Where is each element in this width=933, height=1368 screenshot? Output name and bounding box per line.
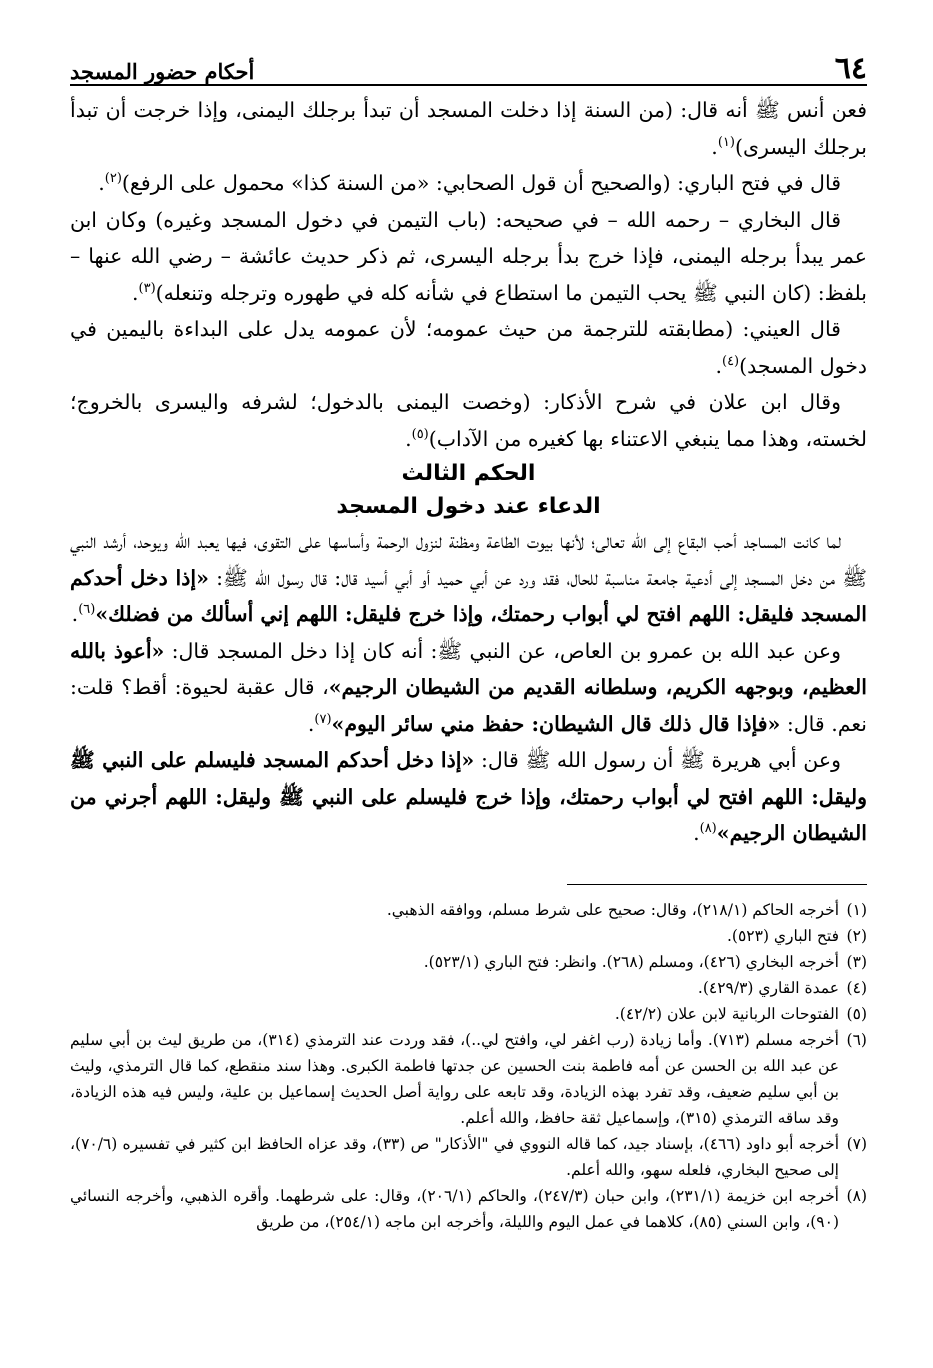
page-number: ٦٤ xyxy=(834,51,867,86)
paragraph-7-mid: ، قال عقبة لحيوة: أقط؟ قلت: نعم. قال: xyxy=(70,675,867,736)
paragraph-2-end: . xyxy=(98,171,105,195)
main-text xyxy=(70,92,867,852)
footnote-3 xyxy=(70,949,867,975)
section-heading: الحكم الثالث xyxy=(401,461,536,486)
footnote-ref-4: (٤) xyxy=(721,353,740,369)
footnote-6 xyxy=(70,1027,867,1131)
footnote-text: أخرجه أبو داود (٤٦٦)، بإسناد جيد، كما قاله النووي في "الأذكار" ص (٣٣)، وقد عزاه الحافظ ابن كثير في تفسيره (٧٠/٦)، إلى صحيح البخاري، فلعله سهو، والله أعلم. xyxy=(70,1134,840,1179)
footnote-ref-8: (٨) xyxy=(699,821,717,837)
footnote-8 xyxy=(70,1183,867,1235)
section-subheading: الدعاء عند دخول المسجد xyxy=(336,494,601,519)
footnote-ref-1: (١) xyxy=(717,134,735,150)
hadith-quote-2: «أعوذ بالله العظيم، وبوجهه الكريم، وسلطانه القديم من الشيطان الرجيم» xyxy=(70,638,867,699)
footnote-number: (٤) xyxy=(846,978,867,997)
paragraph-5 xyxy=(70,384,867,457)
paragraph-6-end: . xyxy=(71,602,79,626)
paragraph-1-text: فعن أنس ﷺ أنه قال: (من السنة إذا دخلت المسجد أن تبدأ برجلك اليمنى، وإذا خرجت أن تبدأ برجلك اليسرى) xyxy=(70,98,867,159)
footnote-text: أخرجه ابن خزيمة (٢٣١/١)، وابن حبان (٢٤٧/٣)، والحاكم (٢٠٦/١)، وقال: على شرطهما. وأقره الذهبي، وأخرجه النسائي (٩٠)، وابن السني (٨٥)، كلاهما في عمل اليوم والليلة، وأخرجه ابن ماجه (٢٥٤/١)، من طريق xyxy=(70,1186,839,1231)
footnote-ref-6: (٦) xyxy=(78,602,96,618)
footnote-separator xyxy=(567,884,867,885)
paragraph-8-end: . xyxy=(693,821,700,845)
footnote-number: (٢) xyxy=(846,926,867,945)
paragraph-7 xyxy=(70,633,867,743)
paragraph-4-text: قال العيني: (مطابقته للترجمة من حيث عمومه؛ لأن عمومه يدل على البداءة باليمين في دخول المسجد) xyxy=(70,317,867,378)
paragraph-2-text: قال في فتح الباري: (والصحيح أن قول الصحابي: «من السنة كذا» محمول على الرفع) xyxy=(121,171,841,195)
footnote-text: أخرجه مسلم (٧١٣). وأما زيادة (رب اغفر لي، وافتح لي..)، فقد وردت عند الترمذي (٣١٤)، من طريق ليث بن أبي سليم عن عبد الله بن الحسن عن أمه فاطمة بنت الحسين عن جدتها فاطمة الكبرى. وهذا سند منقطع، كما قال الترمذي، وليث بن أبي سليم ضعيف، وقد تفرد بهذه الزيادة، وقد تابعه على رواية أصل الحديث إسماعيل بن علية، وليس فيه هذه الزيادة، وقد ساقه الترمذي (٣١٥)، وإسماعيل ثقة حافظ، والله أعلم. xyxy=(70,1030,839,1127)
footnote-ref-5: (٥) xyxy=(411,426,429,442)
paragraph-3 xyxy=(70,202,867,312)
paragraph-8-text: وعن أبي هريرة ﷺ أن رسول الله ﷺ قال: xyxy=(480,748,841,772)
paragraph-5-end: . xyxy=(405,426,412,451)
paragraph-3-end: . xyxy=(131,280,139,305)
footnote-number: (٦) xyxy=(846,1030,867,1049)
paragraph-7-end: . xyxy=(307,711,315,736)
footnote-7 xyxy=(70,1131,867,1183)
hadith-quote-1: «إذا دخل أحدكم المسجد فليقل: اللهم افتح لي أبواب رحمتك، وإذا خرج فليقل: اللهم إني أسألك من فضلك» xyxy=(70,565,867,626)
paragraph-1-end: . xyxy=(711,134,718,159)
paragraph-1 xyxy=(70,92,867,165)
hadith-quote-3: «فإذا قال ذلك قال الشيطان: حفظ مني سائر اليوم» xyxy=(331,711,781,736)
footnote-ref-7: (٧) xyxy=(314,711,332,727)
running-header xyxy=(70,0,867,86)
footnote-text: أخرجه البخاري (٤٢٦)، ومسلم (٢٦٨). وانظر: فتح الباري (٥٢٣/١). xyxy=(423,952,839,971)
footnote-number: (٥) xyxy=(846,1004,867,1023)
footnote-text: عمدة القاري (٤٢٩/٣). xyxy=(697,978,839,997)
footnote-1 xyxy=(70,897,867,923)
paragraph-6 xyxy=(70,523,867,633)
paragraph-3-text: قال البخاري – رحمه الله – في صحيحه: (باب التيمن في دخول المسجد وغيره) وكان ابن عمر يبدأ برجله اليمنى، فإذا خرج بدأ برجله اليسرى، ثم ذكر حديث عائشة – رضي الله عنها – بلفظ: (كان النبي ﷺ يحب التيمن ما استطاع في شأنه كله في طهوره وترجله وتنعله) xyxy=(70,207,867,305)
paragraph-6-text: لما كانت المساجد أحب البقاع إلى الله تعالى؛ لأنها بيوت الطاعة ومظنة لنزول الرحمة وأساسها على التقوى، فيها يعبد الله ويوحد، أرشد النبي ﷺ من دخل المسجد إلى أدعية جامعة مناسبة للحال، فقد ورد عن أبي حميد أو أبي أسيد قال: قال رسول الله ﷺ: xyxy=(70,529,867,590)
paragraph-4 xyxy=(70,311,867,384)
footnote-4 xyxy=(70,975,867,1001)
footnote-number: (٨) xyxy=(846,1186,867,1205)
footnote-5 xyxy=(70,1001,867,1027)
footnote-ref-2: (٢) xyxy=(104,171,122,187)
paragraph-5-text: وقال ابن علان في شرح الأذكار: (وخصت اليمنى بالدخول؛ لشرفه واليسرى بالخروج؛ لخسته، وهذا مما ينبغي الاعتناء بها كغيره من الآداب) xyxy=(70,390,867,451)
paragraph-2 xyxy=(70,165,867,202)
footnote-text: فتح الباري (٥٢٣). xyxy=(726,926,839,945)
footnote-number: (١) xyxy=(846,900,867,919)
footnote-2 xyxy=(70,923,867,949)
paragraph-7-text: وعن عبد الله بن عمرو بن العاص، عن النبي ﷺ: أنه كان إذا دخل المسجد قال: xyxy=(171,638,841,663)
footnote-ref-3: (٣) xyxy=(138,280,156,296)
footnote-text: أخرجه الحاكم (٢١٨/١)، وقال: صحيح على شرط مسلم، ووافقه الذهبي. xyxy=(386,900,839,919)
footnote-text: الفتوحات الربانية لابن علان (٤٢/٢). xyxy=(614,1004,839,1023)
paragraph-4-end: . xyxy=(715,353,722,378)
running-title: أحكام حضور المسجد xyxy=(70,59,255,84)
hadith-quote-4: «إذا دخل أحدكم المسجد فليسلم على النبي ﷺ وليقل: اللهم افتح لي أبواب رحمتك، وإذا خرج فليسلم على النبي ﷺ وليقل: اللهم أجرني من الشيطان الرجيم» xyxy=(70,748,867,845)
footnotes xyxy=(70,897,867,1235)
footnote-number: (٧) xyxy=(846,1134,868,1153)
footnote-number: (٣) xyxy=(846,952,867,971)
paragraph-8 xyxy=(70,742,867,852)
